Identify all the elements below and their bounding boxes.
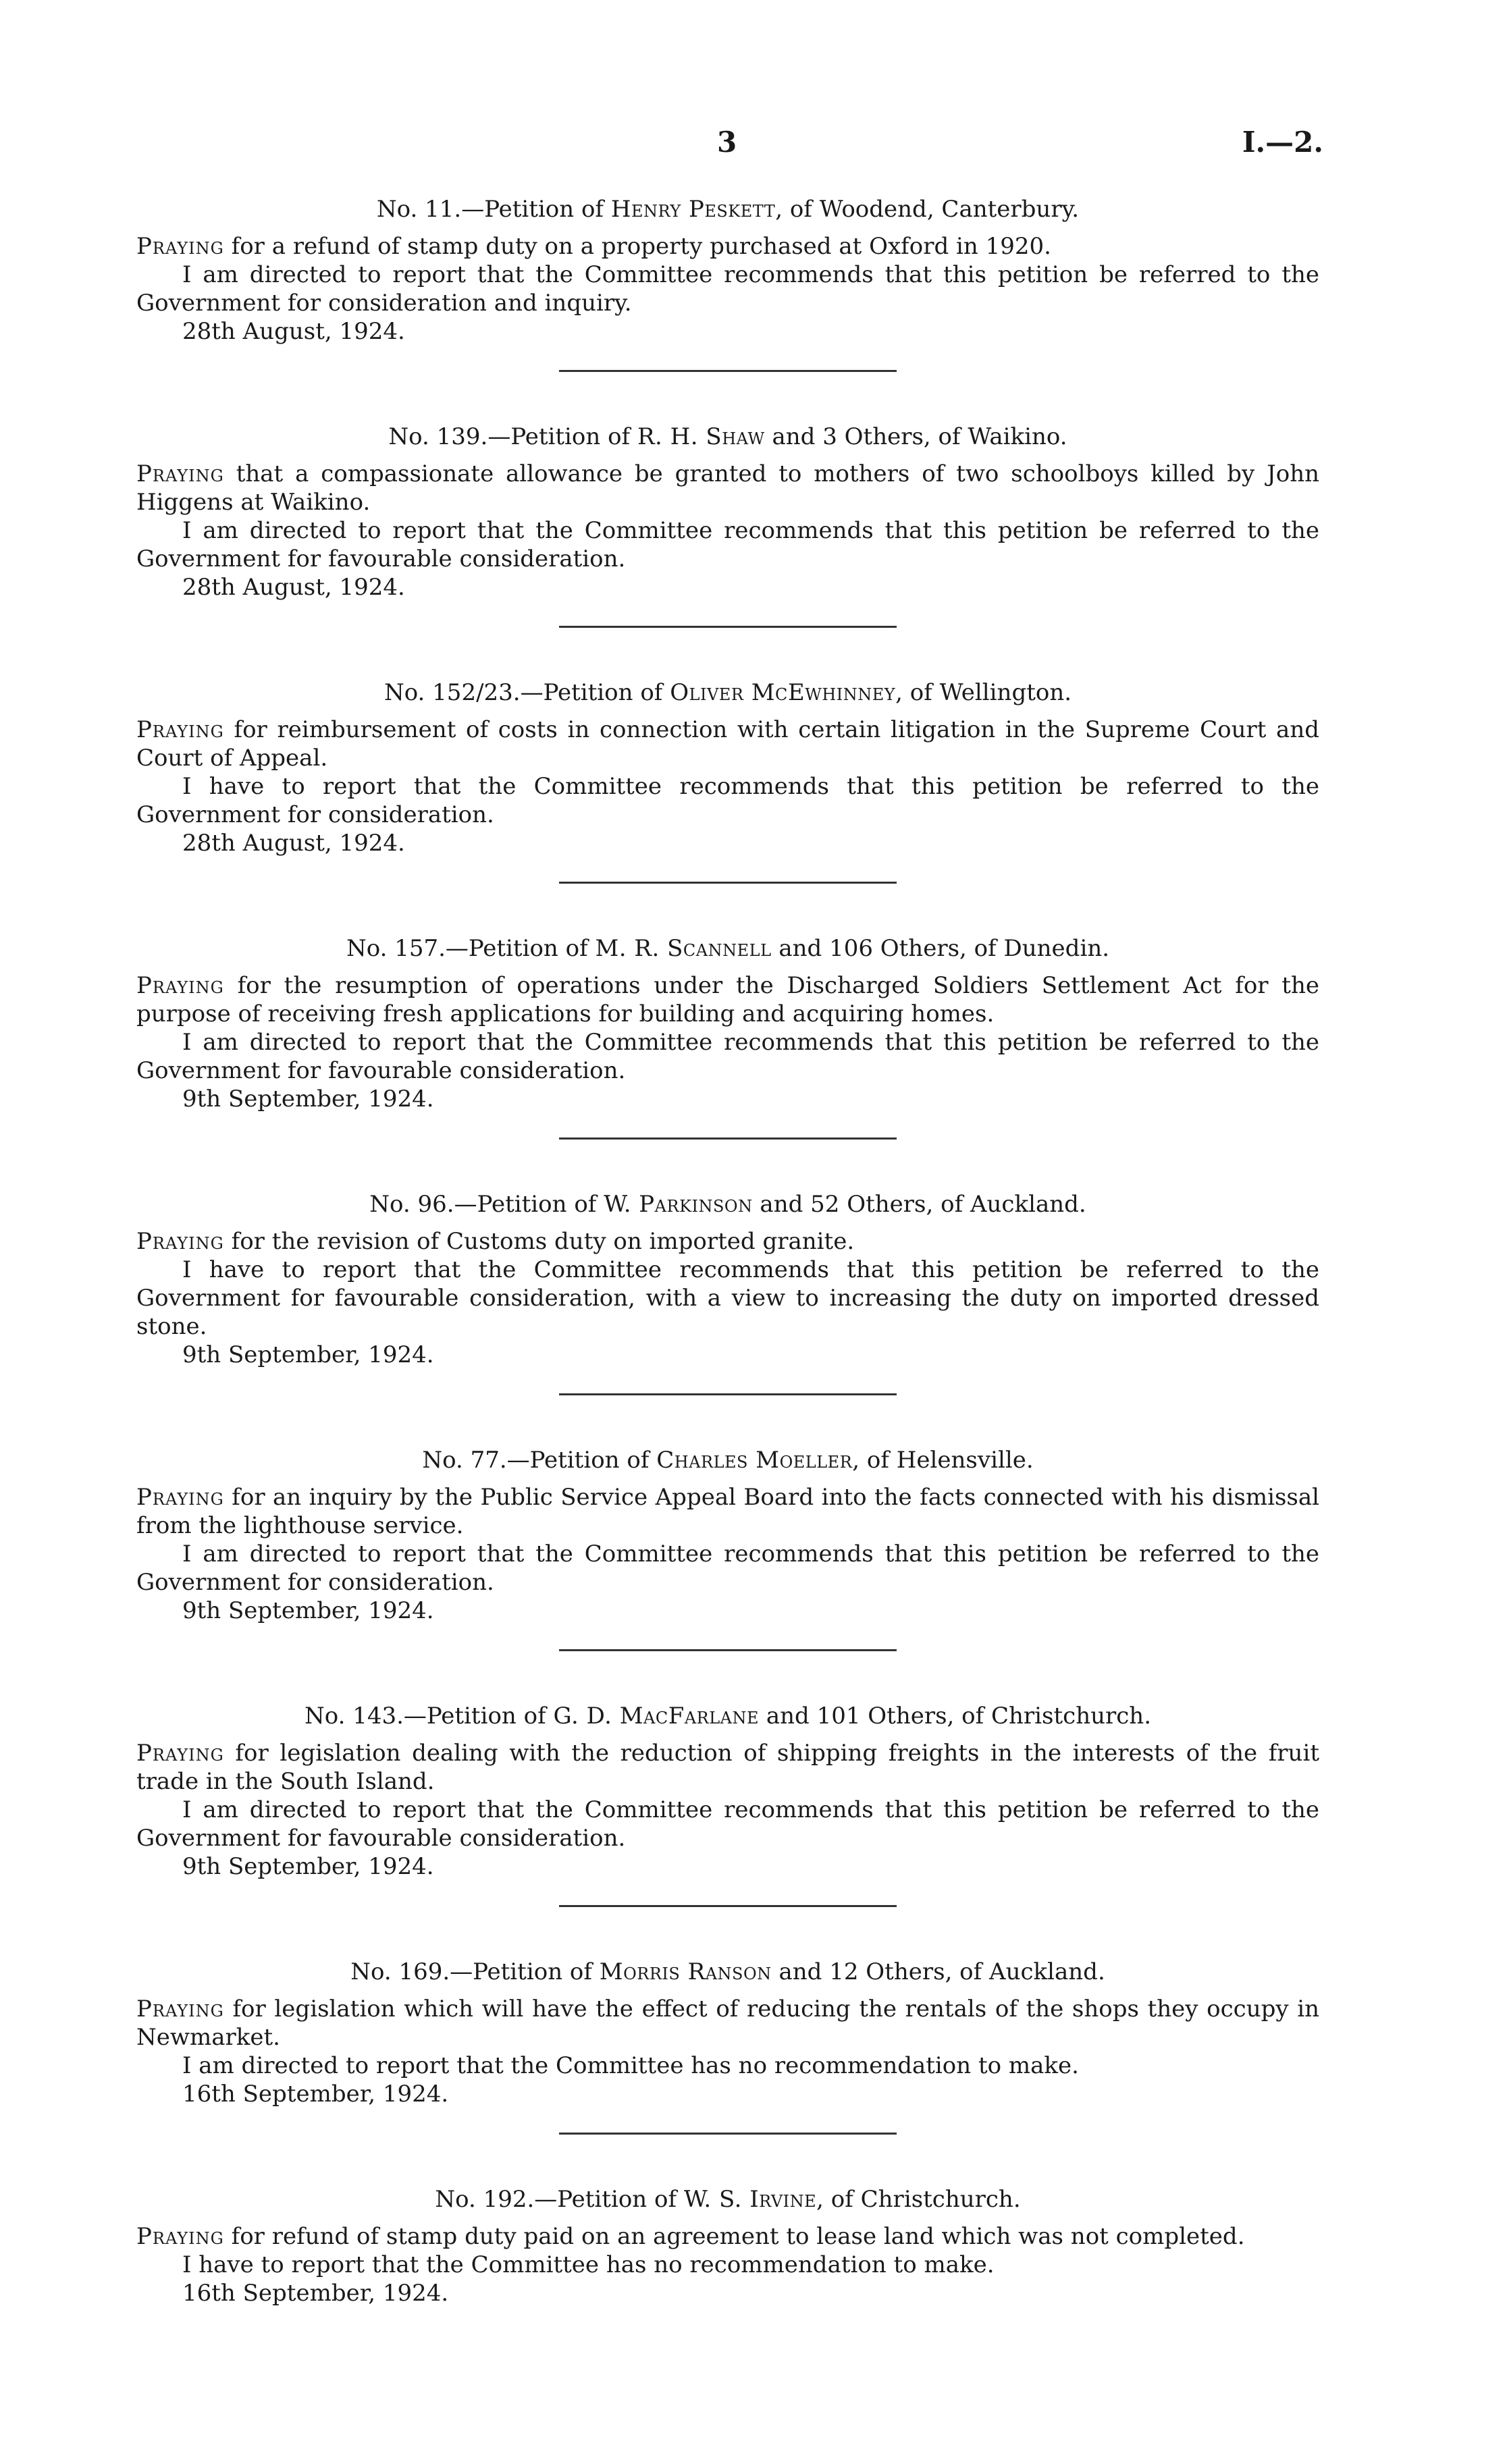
committee-report: I have to report that the Committee has no recommendation to make. — [182, 2251, 995, 2278]
prayer-text: for legislation dealing with the reduction of shipping freights in the interests of the fruit trade in the South Island. — [136, 1740, 1319, 1795]
committee-report: I am directed to report that the Committee has no recommendation to make. — [182, 2052, 1079, 2079]
prayer-text: for legislation which will have the effect of reducing the rentals of the shops they occupy in Newmarket. — [136, 1996, 1319, 2051]
report-date: 9th September, 1924. — [182, 1597, 434, 1624]
section-divider — [559, 370, 897, 372]
report-date: 9th September, 1924. — [182, 1341, 434, 1368]
petition-number: No. 157.—Petition of — [346, 935, 596, 962]
report-date: 28th August, 1924. — [182, 318, 405, 345]
petition-number: No. 152/23.—Petition of — [384, 679, 670, 706]
petition-number: No. 96.—Petition of — [369, 1191, 604, 1218]
petitioner-name: Morris Ranson — [599, 1958, 772, 1985]
petition-number: No. 169.—Petition of — [350, 1958, 600, 1985]
report-date: 9th September, 1924. — [182, 1853, 434, 1880]
petition-origin: and 101 Others, of Christchurch. — [759, 1703, 1152, 1730]
report-date: 28th August, 1924. — [182, 574, 405, 601]
petitioner-name: M. R. Scannell — [595, 935, 772, 962]
petition-heading — [136, 1957, 1319, 1987]
prayer-text: for refund of stamp duty paid on an agreement to lease land which was not completed. — [223, 2223, 1245, 2250]
prayer-text: for the resumption of operations under the Discharged Soldiers Settlement Act for the purpose of receiving fresh applications for building and acquiring homes. — [136, 972, 1319, 1027]
petition-entry — [136, 934, 1319, 1140]
petition-prayer — [136, 232, 1319, 261]
section-divider — [559, 1905, 897, 1907]
committee-report: I am directed to report that the Committee recommends that this petition be referred to the Government for favourable consideration. — [136, 1796, 1319, 1852]
petition-prayer — [136, 1995, 1319, 2052]
petitioner-name: Charles Moeller — [656, 1447, 853, 1474]
report-date: 9th September, 1924. — [182, 1086, 434, 1113]
petition-prayer — [136, 2222, 1319, 2251]
petition-heading — [136, 1701, 1319, 1731]
prayer-text: for a refund of stamp duty on a property purchased at Oxford in 1920. — [223, 233, 1051, 260]
petitioner-name: W. Parkinson — [604, 1191, 753, 1218]
report-date: 16th September, 1924. — [182, 2081, 449, 2108]
petition-heading — [136, 194, 1319, 224]
petition-origin: and 12 Others, of Auckland. — [771, 1958, 1105, 1985]
petition-origin: and 52 Others, of Auckland. — [752, 1191, 1086, 1218]
prayer-text: that a compassionate allowance be granted to mothers of two schoolboys killed by John Higgens at Waikino. — [136, 460, 1319, 516]
petition-number: No. 11.—Petition of — [376, 196, 611, 223]
document-reference: I.—2. — [1242, 126, 1323, 159]
praying-label: Praying — [136, 1996, 224, 2023]
petition-entry — [136, 1701, 1319, 1907]
petitioner-name: Oliver McEwhinney — [670, 679, 896, 706]
petition-prayer — [136, 716, 1319, 772]
petition-heading — [136, 2185, 1319, 2214]
praying-label: Praying — [136, 1740, 224, 1767]
prayer-text: for the revision of Customs duty on imported granite. — [223, 1228, 855, 1255]
report-date: 28th August, 1924. — [182, 830, 405, 857]
petition-entry — [136, 2185, 1319, 2307]
petition-heading — [136, 1445, 1319, 1475]
page-number: 3 — [717, 126, 737, 159]
committee-report: I am directed to report that the Committee recommends that this petition be referred to the Government for favourable consideration. — [136, 1029, 1319, 1084]
petition-origin: , of Wellington. — [895, 679, 1072, 706]
petition-prayer — [136, 1227, 1319, 1256]
petition-heading — [136, 934, 1319, 963]
prayer-text: for reimbursement of costs in connection with certain litigation in the Supreme Court and Court of Appeal. — [136, 716, 1319, 772]
section-divider — [559, 1393, 897, 1395]
praying-label: Praying — [136, 1484, 224, 1511]
petition-entry — [136, 1957, 1319, 2135]
petition-entry — [136, 194, 1319, 372]
praying-label: Praying — [136, 1228, 224, 1255]
petition-origin: , of Helensville. — [852, 1447, 1034, 1474]
committee-report: I am directed to report that the Committee recommends that this petition be referred to the Government for favourable consideration. — [136, 517, 1319, 572]
petitioner-name: R. H. Shaw — [637, 423, 765, 450]
petition-prayer — [136, 460, 1319, 516]
petition-prayer — [136, 1483, 1319, 1540]
petition-origin: , of Christchurch. — [816, 2186, 1021, 2213]
petition-number: No. 77.—Petition of — [422, 1447, 657, 1474]
praying-label: Praying — [136, 233, 224, 260]
petition-prayer — [136, 971, 1319, 1028]
committee-report: I am directed to report that the Committee recommends that this petition be referred to the Government for consideration. — [136, 1541, 1319, 1596]
petition-number: No. 192.—Petition of — [435, 2186, 684, 2213]
committee-report: I have to report that the Committee recommends that this petition be referred to the Government for consideration. — [136, 773, 1319, 828]
petition-entry — [136, 422, 1319, 628]
committee-report: I have to report that the Committee recommends that this petition be referred to the Government for favourable consideration, with a view to increasing the duty on imported dressed stone. — [136, 1256, 1319, 1340]
petition-origin: and 3 Others, of Waikino. — [764, 423, 1067, 450]
report-date: 16th September, 1924. — [182, 2280, 449, 2307]
petition-origin: , of Woodend, Canterbury. — [775, 196, 1080, 223]
petitioner-name: W. S. Irvine — [683, 2186, 817, 2213]
praying-label: Praying — [136, 972, 224, 999]
section-divider — [559, 1137, 897, 1140]
praying-label: Praying — [136, 460, 224, 487]
petitioner-name: G. D. MacFarlane — [553, 1703, 760, 1730]
section-divider — [559, 2133, 897, 2135]
petition-heading — [136, 678, 1319, 707]
petition-prayer — [136, 1739, 1319, 1796]
section-divider — [559, 626, 897, 628]
petition-entry — [136, 1445, 1319, 1651]
section-divider — [559, 882, 897, 884]
petition-number: No. 139.—Petition of — [388, 423, 637, 450]
praying-label: Praying — [136, 2223, 224, 2250]
petition-heading — [136, 1189, 1319, 1219]
praying-label: Praying — [136, 716, 224, 743]
petition-list — [136, 194, 1319, 2307]
prayer-text: for an inquiry by the Public Service Appeal Board into the facts connected with his dismissal from the lighthouse service. — [136, 1484, 1319, 1539]
petition-origin: and 106 Others, of Dunedin. — [771, 935, 1110, 962]
committee-report: I am directed to report that the Committee recommends that this petition be referred to the Government for consideration and inquiry. — [136, 261, 1319, 317]
petition-heading — [136, 422, 1319, 452]
petition-entry — [136, 678, 1319, 884]
petitioner-name: Henry Peskett — [610, 196, 776, 223]
petition-entry — [136, 1189, 1319, 1395]
section-divider — [559, 1649, 897, 1651]
petition-number: No. 143.—Petition of — [304, 1703, 554, 1730]
